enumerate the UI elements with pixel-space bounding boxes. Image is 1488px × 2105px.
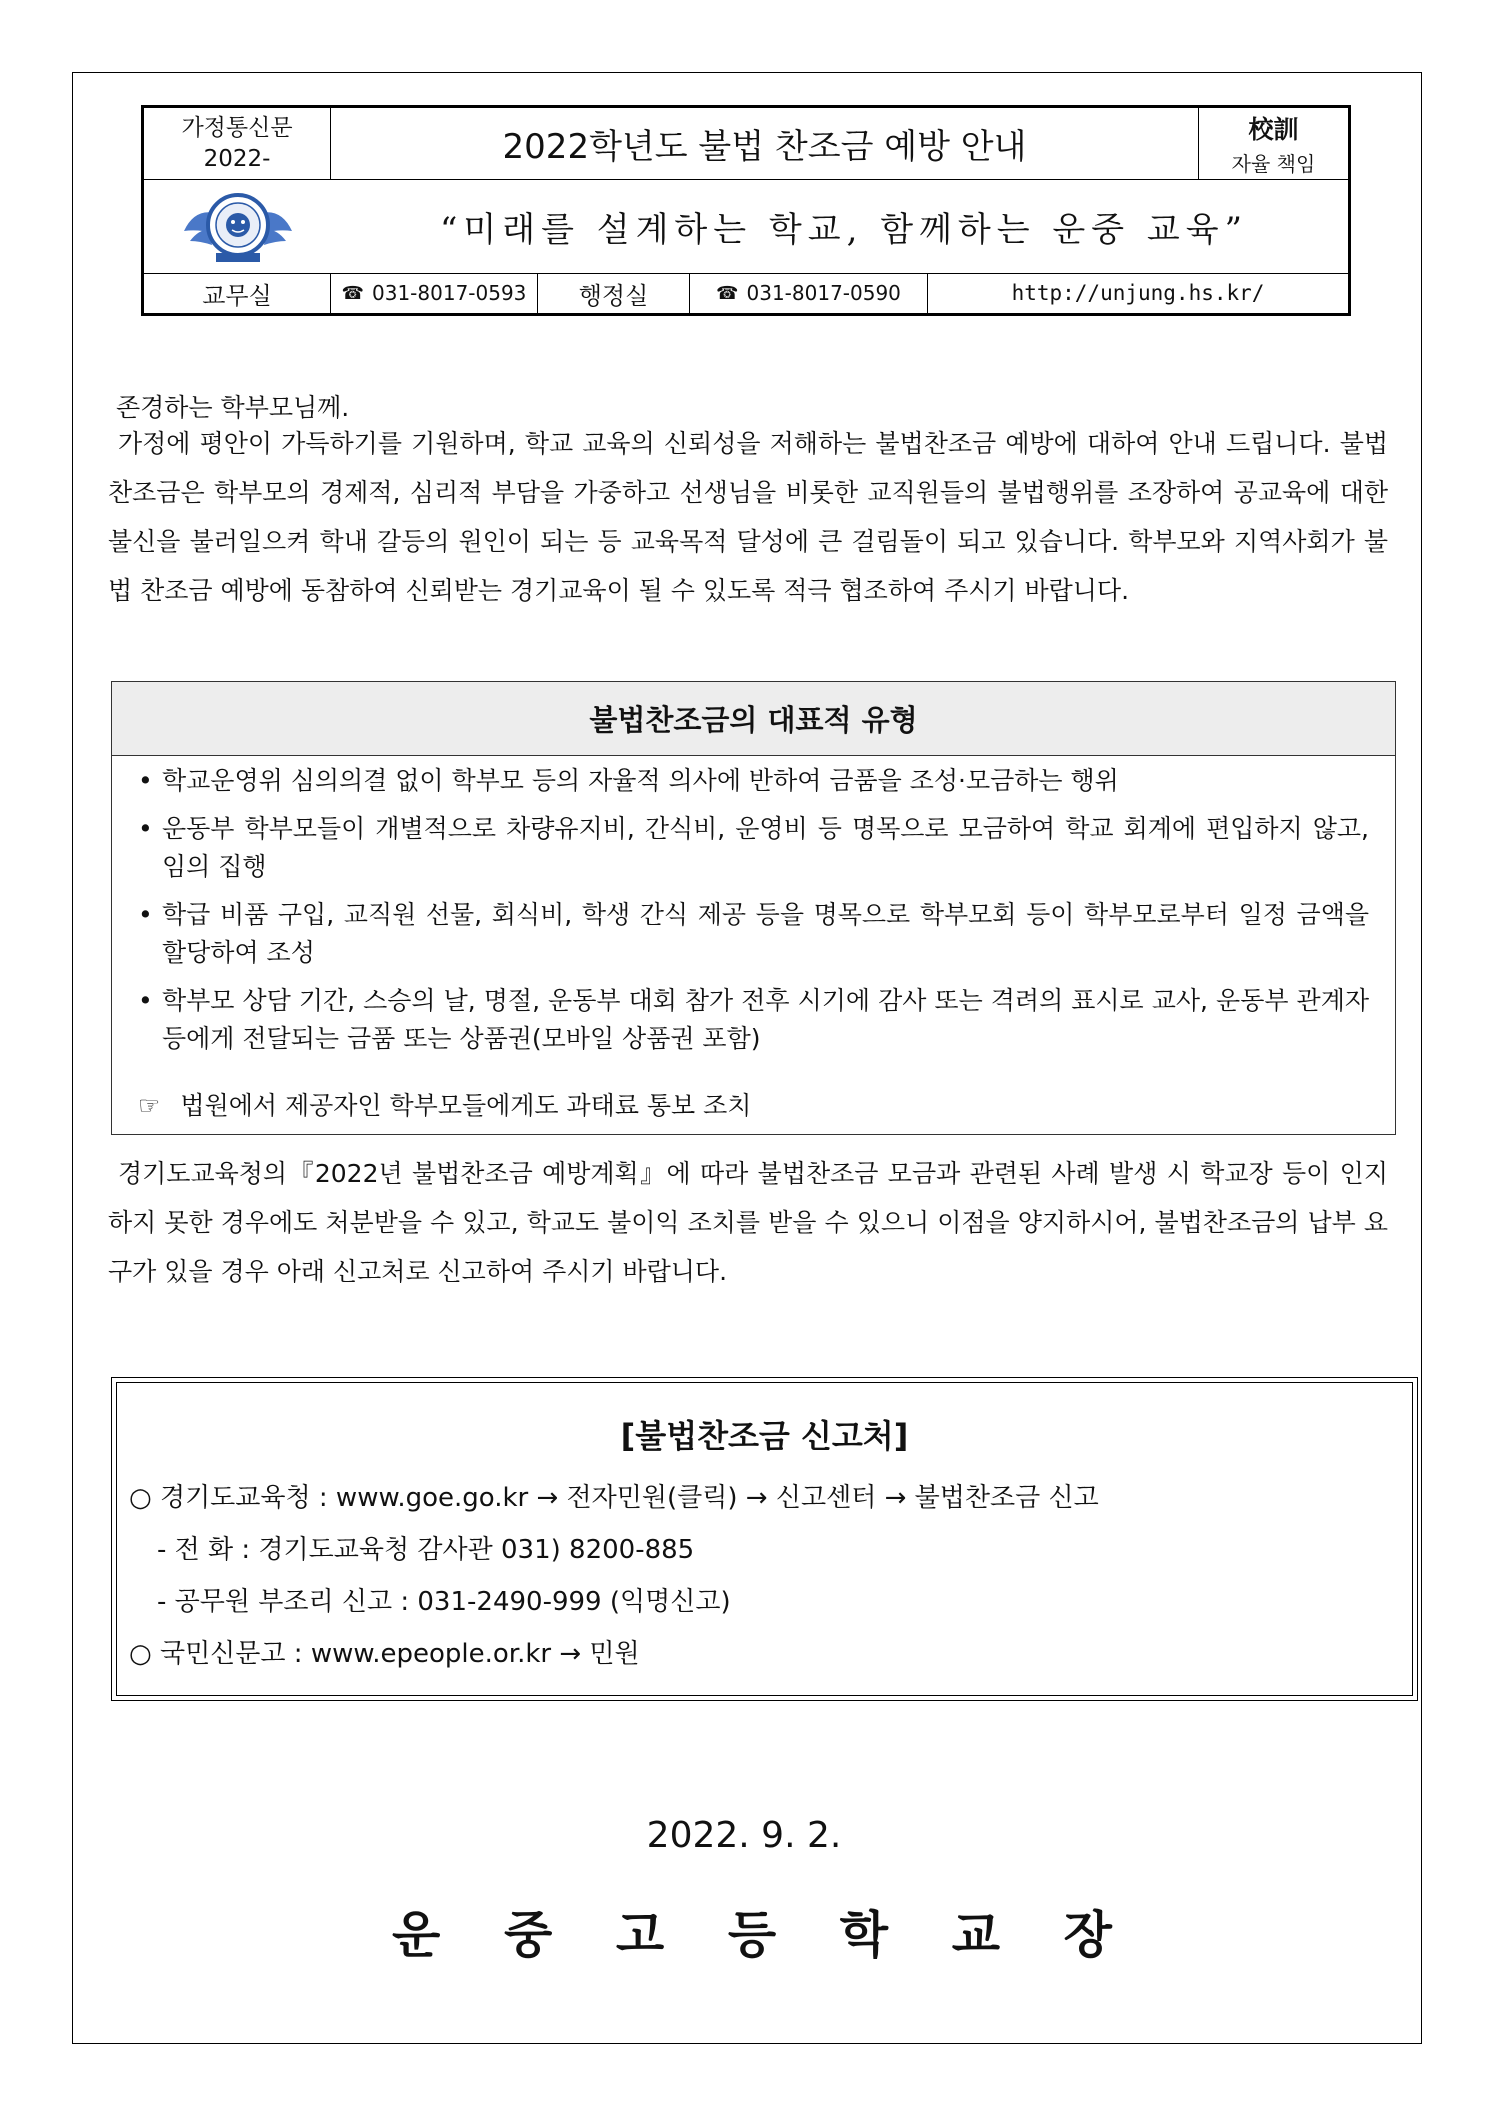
- office2-contact: [690, 273, 928, 313]
- letter-date: 2022. 9. 2.: [646, 1815, 842, 1856]
- types-list: [112, 756, 1395, 1058]
- bullet-icon: •: [138, 766, 153, 795]
- school-motto: [1198, 108, 1348, 179]
- school-website-link[interactable]: http://unjung.hs.kr/: [1011, 281, 1265, 305]
- office1-contact: [331, 273, 538, 313]
- bullet-icon: •: [138, 986, 153, 1015]
- school-emblem-icon: [182, 185, 294, 267]
- list-item: • 학부모 상담 기간, 스승의 날, 명절, 운동부 대회 참가 전후 시기에 감사 또는 격려의 표시로 교사, 운동부 관계자 등에게 전달되는 금품 또는 상품권(모바일 상품권 포함): [138, 982, 1369, 1058]
- principal-signature: 운 중 고 등 학 교 장: [392, 1905, 1112, 1964]
- office1-phone: 031-8017-0593: [372, 281, 527, 305]
- pointing-hand-icon: ☞: [138, 1091, 161, 1120]
- phone-icon: ☎: [716, 282, 739, 304]
- types-title: 불법찬조금의 대표적 유형: [112, 682, 1395, 756]
- list-item: • 학교운영위 심의의결 없이 학부모 등의 자율적 의사에 반하여 금품을 조성·모금하는 행위: [138, 762, 1369, 800]
- motto-label: 校訓: [1248, 115, 1299, 144]
- motto-value: 자율 책임: [1231, 152, 1316, 176]
- newsletter-label: 가정통신문: [181, 114, 293, 141]
- report-goe-line: ○ 경기도교육청 : www.goe.go.kr → 전자민원(클릭) → 신고센터 → 불법찬조금 신고: [129, 1483, 1099, 1513]
- bullet-icon: •: [138, 900, 153, 929]
- page-title: 2022학년도 불법 찬조금 예방 안내: [502, 127, 1027, 167]
- office2-phone: 031-8017-0590: [746, 281, 901, 305]
- intro-paragraph: 가정에 평안이 가득하기를 기원하며, 학교 교육의 신뢰성을 저해하는 불법찬조금 예방에 대하여 안내 드립니다. 불법 찬조금은 학부모의 경제적, 심리적 부담을 가중하고 선생님을 비롯한 교직원들의 불법행위를 조장하여 공교육에 대한 불신을 불러일으켜 학내 갈등의 원인이 되는 등 교육목적 달성에 큰 걸림돌이 되고 있습니다. 학부모와 지역사회가 불법 찬조금 예방에 동참하여 신뢰받는 경기교육이 될 수 있도록 적극 협조하여 주시기 바랍니다.: [108, 429, 1388, 605]
- phone-icon: ☎: [341, 282, 364, 304]
- bullet-icon: •: [138, 814, 153, 843]
- report-title: [불법찬조금 신고처]: [620, 1417, 909, 1455]
- newsletter-number: 2022-: [203, 145, 271, 172]
- note-text: 법원에서 제공자인 학부모들에게도 과태료 통보 조치: [180, 1091, 752, 1120]
- report-inner-border: [116, 1382, 1413, 1696]
- report-contact-box: [111, 1377, 1418, 1701]
- report-epeople-line: ○ 국민신문고 : www.epeople.or.kr → 민원: [129, 1639, 640, 1669]
- school-slogan: “미래를 설계하는 학교, 함께하는 운중 교육”: [440, 209, 1248, 250]
- newsletter-info: [144, 108, 331, 179]
- office1-label: 교무실: [144, 273, 331, 313]
- penalty-note: [138, 1086, 751, 1122]
- report-anonymous-line: - 공무원 부조리 신고 : 031-2490-999 (익명신고): [157, 1587, 731, 1617]
- list-item: • 운동부 학부모들이 개별적으로 차량유지비, 간식비, 운영비 등 명목으로 모금하여 학교 회계에 편입하지 않고, 임의 집행: [138, 810, 1369, 886]
- outro-paragraph: 경기도교육청의『2022년 불법찬조금 예방계획』에 따라 불법찬조금 모금과 관련된 사례 발생 시 학교장 등이 인지하지 못한 경우에도 처분받을 수 있고, 학교도 불이익 조치를 받을 수 있으니 이점을 양지하시어, 불법찬조금의 납부 요구가 있을 경우 아래 신고처로 신고하여 주시기 바랍니다.: [108, 1159, 1388, 1286]
- list-item: • 학급 비품 구입, 교직원 선물, 회식비, 학생 간식 제공 등을 명목으로 학부모회 등이 학부모로부터 일정 금액을 할당하여 조성: [138, 896, 1369, 972]
- letter-header: [141, 105, 1351, 316]
- illegal-donation-types-box: [111, 681, 1396, 1135]
- office2-label: 행정실: [538, 273, 690, 313]
- report-phone-line: - 전 화 : 경기도교육청 감사관 031) 8200-885: [157, 1535, 695, 1565]
- greeting: 존경하는 학부모님께.: [116, 393, 350, 422]
